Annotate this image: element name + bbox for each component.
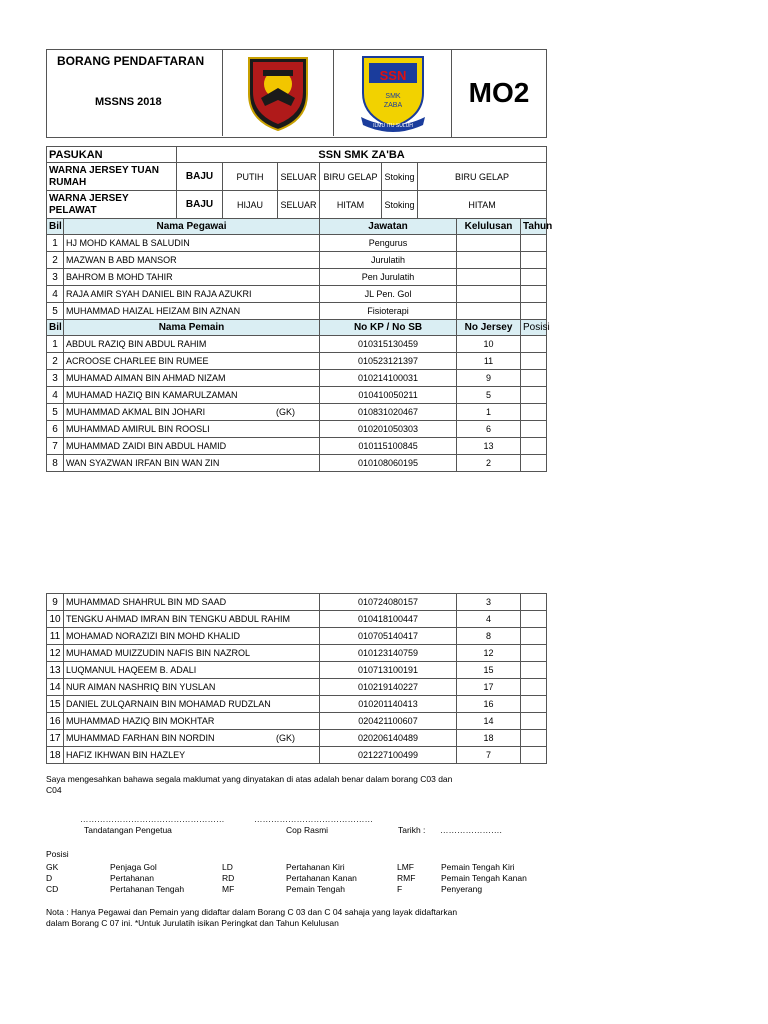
svg-text:ILMU ITU SULUH: ILMU ITU SULUH xyxy=(372,123,413,129)
player-ic-number: 010219140227 xyxy=(320,679,457,696)
player-name: ABDUL RAZIQ BIN ABDUL RAHIM xyxy=(66,339,207,349)
mssns-shield-icon xyxy=(247,54,309,132)
official-year xyxy=(521,235,547,252)
player-ic-number: 010705140417 xyxy=(320,628,457,645)
player-bil: 14 xyxy=(47,679,64,696)
signature-label: Tandatangan Pengetua xyxy=(84,825,172,835)
official-row xyxy=(47,252,547,269)
player-position xyxy=(521,696,547,713)
position-description: Pemain Tengah Kiri xyxy=(441,861,515,872)
officials-header-row xyxy=(47,219,547,235)
official-row xyxy=(47,235,547,252)
player-position xyxy=(521,679,547,696)
player-bil: 18 xyxy=(47,747,64,764)
form-title: BORANG PENDAFTARAN xyxy=(57,54,205,68)
player-name: MUHAMMAD ZAIDI BIN ABDUL HAMID xyxy=(66,441,227,451)
player-row xyxy=(47,611,547,628)
official-bil: 2 xyxy=(47,252,64,269)
player-ic-number: 020421100607 xyxy=(320,713,457,730)
official-name: MAZWAN B ABD MANSOR xyxy=(64,252,320,269)
player-row xyxy=(47,438,547,455)
officials-bil-header: Bil xyxy=(47,219,64,235)
player-ic-number: 010523121397 xyxy=(320,353,457,370)
player-row xyxy=(47,421,547,438)
player-ic-number: 021227100499 xyxy=(320,747,457,764)
player-position xyxy=(521,387,547,404)
player-name-cell xyxy=(64,628,320,645)
player-bil: 16 xyxy=(47,713,64,730)
home-jersey-label: WARNA JERSEY TUAN RUMAH xyxy=(47,163,177,191)
players-header-row xyxy=(47,320,547,336)
player-bil: 13 xyxy=(47,662,64,679)
player-position xyxy=(521,336,547,353)
position-description: Pertahanan Kiri xyxy=(286,861,345,872)
player-name-cell xyxy=(64,611,320,628)
home-stoking-value: BIRU GELAP xyxy=(418,163,547,191)
player-row xyxy=(47,336,547,353)
official-qualification xyxy=(457,303,521,320)
player-ic-number: 010115100845 xyxy=(320,438,457,455)
player-jersey-number: 10 xyxy=(457,336,521,353)
player-ic-number: 010724080157 xyxy=(320,594,457,611)
player-name: TENGKU AHMAD IMRAN BIN TENGKU ABDUL RAHIM xyxy=(66,614,291,624)
player-jersey-number: 8 xyxy=(457,628,521,645)
player-position xyxy=(521,594,547,611)
player-name: MUHAMMAD AMIRUL BIN ROOSLI xyxy=(66,424,210,434)
official-row xyxy=(47,269,547,286)
player-name-cell xyxy=(64,336,320,353)
player-name-cell xyxy=(64,713,320,730)
position-code: MF xyxy=(222,883,235,894)
position-description: Penyerang xyxy=(441,883,483,894)
position-code: GK xyxy=(46,861,59,872)
svg-text:SMK: SMK xyxy=(384,93,401,100)
player-position xyxy=(521,370,547,387)
player-position xyxy=(521,645,547,662)
player-ic-number: 010315130459 xyxy=(320,336,457,353)
players-bil-header: Bil xyxy=(47,320,64,336)
player-name-cell xyxy=(64,662,320,679)
goalkeeper-tag: (GK) xyxy=(276,407,295,417)
player-position xyxy=(521,455,547,472)
player-row xyxy=(47,747,547,764)
signature-dots-1: …………………………………………… xyxy=(80,814,225,824)
player-row xyxy=(47,696,547,713)
official-year xyxy=(521,269,547,286)
player-position xyxy=(521,747,547,764)
away-stoking-value: HITAM xyxy=(418,191,547,219)
form-year: MSSNS 2018 xyxy=(95,96,162,108)
official-row xyxy=(47,303,547,320)
player-name: MUHAMMAD FARHAN BIN NORDIN xyxy=(66,733,215,743)
players-table-2 xyxy=(46,593,547,764)
note-text: Nota : Hanya Pegawai dan Pemain yang didaftar dalam Borang C 03 dan C 04 sahaja yang layak didaftarkan dalam Borang C 07 ini. *Untuk Jurulatih isikan Peringkat dan Tahun Kelulusan xyxy=(46,907,458,928)
home-baju-label: BAJU xyxy=(177,163,223,191)
player-name-cell xyxy=(64,696,320,713)
player-bil: 15 xyxy=(47,696,64,713)
officials-qualification-header: Kelulusan xyxy=(457,219,521,235)
player-ic-number: 010214100031 xyxy=(320,370,457,387)
signature-dots-2: …………………………………… xyxy=(254,814,373,824)
player-ic-number: 020206140489 xyxy=(320,730,457,747)
player-row xyxy=(47,662,547,679)
player-name: MOHAMAD NORAZIZI BIN MOHD KHALID xyxy=(66,631,241,641)
player-name: ACROOSE CHARLEE BIN RUMEE xyxy=(66,356,209,366)
player-ic-number: 010201050303 xyxy=(320,421,457,438)
mssns-logo xyxy=(222,50,333,136)
player-name-cell xyxy=(64,421,320,438)
player-name-cell xyxy=(64,455,320,472)
player-name: MUHAMAD MUIZZUDIN NAFIS BIN NAZROL xyxy=(66,648,251,658)
player-ic-number: 010410050211 xyxy=(320,387,457,404)
player-jersey-number: 18 xyxy=(457,730,521,747)
player-name-cell xyxy=(64,404,320,421)
player-name-cell xyxy=(64,438,320,455)
player-position xyxy=(521,713,547,730)
player-bil: 10 xyxy=(47,611,64,628)
player-row xyxy=(47,370,547,387)
player-bil: 9 xyxy=(47,594,64,611)
official-year xyxy=(521,303,547,320)
player-name: NUR AIMAN NASHRIQ BIN YUSLAN xyxy=(66,682,216,692)
declaration-text: Saya mengesahkan bahawa segala maklumat yang dinyatakan di atas adalah benar dalam borang C03 dan C04 xyxy=(46,774,453,795)
player-ic-number: 010418100447 xyxy=(320,611,457,628)
form-code: MO2 xyxy=(451,50,546,137)
player-name-cell xyxy=(64,679,320,696)
position-legend-row xyxy=(46,872,551,883)
team-name: SSN SMK ZA'BA xyxy=(177,147,547,163)
player-position xyxy=(521,353,547,370)
player-name: MUHAMMAD HAZIQ BIN MOKHTAR xyxy=(66,716,215,726)
svg-text:SSN: SSN xyxy=(379,68,406,83)
player-jersey-number: 2 xyxy=(457,455,521,472)
players-ic-header: No KP / No SB xyxy=(320,320,457,336)
home-stoking-label: Stoking xyxy=(382,163,418,191)
player-jersey-number: 7 xyxy=(457,747,521,764)
player-name: MUHAMAD AIMAN BIN AHMAD NIZAM xyxy=(66,373,226,383)
player-row xyxy=(47,713,547,730)
date-label: Tarikh : xyxy=(398,825,426,835)
position-description: Pemain Tengah xyxy=(286,883,345,894)
away-baju-value: HIJAU xyxy=(223,191,278,219)
position-code: RMF xyxy=(397,872,416,883)
official-name: MUHAMMAD HAIZAL HEIZAM BIN AZNAN xyxy=(64,303,320,320)
official-role: Fisioterapi xyxy=(320,303,457,320)
stamp-label: Cop Rasmi xyxy=(286,825,329,835)
player-row xyxy=(47,455,547,472)
player-bil: 8 xyxy=(47,455,64,472)
position-code: D xyxy=(46,872,53,883)
official-year xyxy=(521,252,547,269)
official-name: HJ MOHD KAMAL B SALUDIN xyxy=(64,235,320,252)
player-bil: 11 xyxy=(47,628,64,645)
player-position xyxy=(521,662,547,679)
position-code: CD xyxy=(46,883,59,894)
players-name-header: Nama Pemain xyxy=(64,320,320,336)
player-position xyxy=(521,628,547,645)
player-name: WAN SYAZWAN IRFAN BIN WAN ZIN xyxy=(66,458,220,468)
player-position xyxy=(521,404,547,421)
official-role: Jurulatih xyxy=(320,252,457,269)
player-name: HAFIZ IKHWAN BIN HAZLEY xyxy=(66,750,186,760)
player-position xyxy=(521,730,547,747)
player-ic-number: 010831020467 xyxy=(320,404,457,421)
official-qualification xyxy=(457,235,521,252)
positions-title: Posisi xyxy=(46,849,69,859)
official-bil: 3 xyxy=(47,269,64,286)
away-stoking-label: Stoking xyxy=(382,191,418,219)
official-role: Pengurus xyxy=(320,235,457,252)
officials-role-header: Jawatan xyxy=(320,219,457,235)
official-bil: 4 xyxy=(47,286,64,303)
player-ic-number: 010108060195 xyxy=(320,455,457,472)
player-name-cell xyxy=(64,353,320,370)
position-code: F xyxy=(397,883,403,894)
player-jersey-number: 15 xyxy=(457,662,521,679)
player-jersey-number: 6 xyxy=(457,421,521,438)
player-ic-number: 010201140413 xyxy=(320,696,457,713)
player-name: DANIEL ZULQARNAIN BIN MOHAMAD RUDZLAN xyxy=(66,699,271,709)
home-seluar-value: BIRU GELAP xyxy=(320,163,382,191)
player-name-cell xyxy=(64,370,320,387)
player-row xyxy=(47,353,547,370)
player-jersey-number: 13 xyxy=(457,438,521,455)
official-bil: 1 xyxy=(47,235,64,252)
player-name-cell xyxy=(64,747,320,764)
official-qualification xyxy=(457,286,521,303)
position-description: Pertahanan Tengah xyxy=(110,883,185,894)
players-jersey-header: No Jersey xyxy=(457,320,521,336)
svg-text:ZABA: ZABA xyxy=(383,102,402,109)
position-legend-row xyxy=(46,861,551,872)
player-jersey-number: 1 xyxy=(457,404,521,421)
player-row xyxy=(47,679,547,696)
position-description: Pertahanan Kanan xyxy=(286,872,357,883)
player-jersey-number: 5 xyxy=(457,387,521,404)
player-row xyxy=(47,387,547,404)
player-jersey-number: 16 xyxy=(457,696,521,713)
official-row xyxy=(47,286,547,303)
player-ic-number: 010123140759 xyxy=(320,645,457,662)
player-bil: 17 xyxy=(47,730,64,747)
team-table xyxy=(46,146,553,472)
player-position xyxy=(521,438,547,455)
player-jersey-number: 9 xyxy=(457,370,521,387)
player-bil: 3 xyxy=(47,370,64,387)
away-baju-label: BAJU xyxy=(177,191,223,219)
player-ic-number: 010713100191 xyxy=(320,662,457,679)
position-legend-row xyxy=(46,883,551,894)
player-name: MUHAMAD HAZIQ BIN KAMARULZAMAN xyxy=(66,390,238,400)
goalkeeper-tag: (GK) xyxy=(276,733,295,743)
player-jersey-number: 12 xyxy=(457,645,521,662)
player-name-cell xyxy=(64,387,320,404)
position-description: Pemain Tengah Kanan xyxy=(441,872,527,883)
away-seluar-value: HITAM xyxy=(320,191,382,219)
player-row xyxy=(47,645,547,662)
player-name: MUHAMMAD SHAHRUL BIN MD SAAD xyxy=(66,597,227,607)
player-row xyxy=(47,404,547,421)
player-bil: 6 xyxy=(47,421,64,438)
position-description: Pertahanan xyxy=(110,872,154,883)
officials-year-header: Tahun xyxy=(521,219,547,235)
player-bil: 2 xyxy=(47,353,64,370)
away-seluar-label: SELUAR xyxy=(278,191,320,219)
away-jersey-label: WARNA JERSEY PELAWAT xyxy=(47,191,177,219)
positions-legend xyxy=(46,861,551,894)
official-role: JL Pen. Gol xyxy=(320,286,457,303)
player-name: MUHAMMAD AKMAL BIN JOHARI xyxy=(66,407,206,417)
official-bil: 5 xyxy=(47,303,64,320)
ssn-crest-icon xyxy=(357,53,429,133)
ssn-logo xyxy=(333,50,451,136)
player-bil: 12 xyxy=(47,645,64,662)
player-name-cell xyxy=(64,730,320,747)
player-row xyxy=(47,594,547,611)
player-bil: 7 xyxy=(47,438,64,455)
form-header xyxy=(46,49,547,138)
player-position xyxy=(521,421,547,438)
official-year xyxy=(521,286,547,303)
team-label: PASUKAN xyxy=(47,147,177,163)
players-position-header: Posisi xyxy=(521,320,547,336)
officials-name-header: Nama Pegawai xyxy=(64,219,320,235)
position-code: LD xyxy=(222,861,233,872)
position-description: Penjaga Gol xyxy=(110,861,157,872)
player-bil: 4 xyxy=(47,387,64,404)
player-position xyxy=(521,611,547,628)
player-bil: 1 xyxy=(47,336,64,353)
form-title-block xyxy=(47,50,222,137)
player-name: LUQMANUL HAQEEM B. ADALI xyxy=(66,665,197,675)
official-name: BAHROM B MOHD TAHIR xyxy=(64,269,320,286)
official-role: Pen Jurulatih xyxy=(320,269,457,286)
home-baju-value: PUTIH xyxy=(223,163,278,191)
home-seluar-label: SELUAR xyxy=(278,163,320,191)
player-jersey-number: 4 xyxy=(457,611,521,628)
official-qualification xyxy=(457,252,521,269)
player-row xyxy=(47,628,547,645)
player-name-cell xyxy=(64,594,320,611)
date-dots: …………………. xyxy=(440,825,502,835)
player-jersey-number: 3 xyxy=(457,594,521,611)
player-jersey-number: 14 xyxy=(457,713,521,730)
official-qualification xyxy=(457,269,521,286)
official-name: RAJA AMIR SYAH DANIEL BIN RAJA AZUKRI xyxy=(64,286,320,303)
player-bil: 5 xyxy=(47,404,64,421)
player-jersey-number: 17 xyxy=(457,679,521,696)
player-jersey-number: 11 xyxy=(457,353,521,370)
player-name-cell xyxy=(64,645,320,662)
position-code: RD xyxy=(222,872,235,883)
position-code: LMF xyxy=(397,861,414,872)
player-row xyxy=(47,730,547,747)
